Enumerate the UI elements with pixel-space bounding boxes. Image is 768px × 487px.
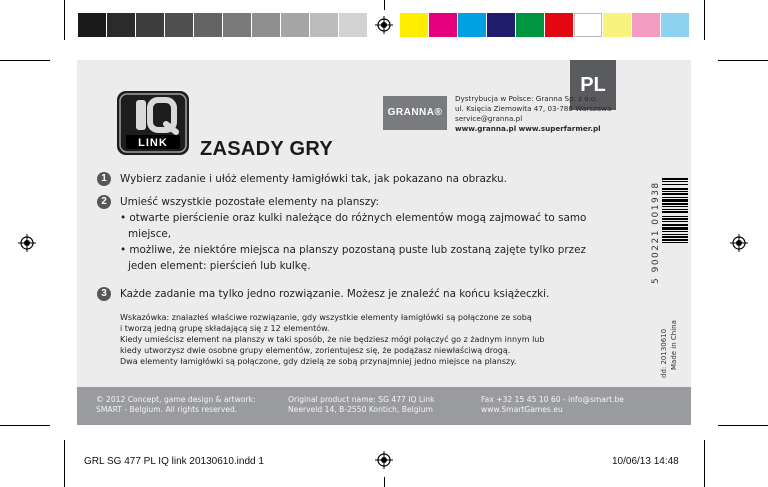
rule-2-text: Umieść wszystkie pozostałe elementy na planszy: xyxy=(120,196,380,208)
barcode-bar xyxy=(662,234,688,235)
crop-mark xyxy=(718,60,768,61)
crop-mark xyxy=(718,425,768,426)
rule-number: 2 xyxy=(97,195,111,209)
slug-date: 10/06/13 14:48 xyxy=(612,456,679,467)
footer-product: Original product name: SG 477 IQ Link xyxy=(288,395,435,404)
crop-mark xyxy=(64,0,65,40)
color-swatch xyxy=(429,13,457,37)
footer-address: Neerveld 14, B-2550 Kontich, Belgium xyxy=(288,405,433,414)
distributor-line: Dystrybucja w Polsce: Granna Sp. z o.o. xyxy=(455,94,598,103)
slug-filename: GRL SG 477 PL IQ link 20130610.indd 1 xyxy=(84,456,264,467)
rule-number: 1 xyxy=(97,172,111,186)
barcode-bar xyxy=(662,178,688,180)
made-in: Made in China xyxy=(670,320,678,370)
footer-contact: Fax +32 15 45 10 60 - info@smart.be xyxy=(481,395,624,404)
footer-copyright: © 2012 Concept, game design & artwork: xyxy=(96,395,256,404)
hint-line: Kiedy umieścisz element na planszy w taki sposób, że nie będziesz mógł połączyć go z żadnym innym lub xyxy=(120,335,545,344)
logo-link-text: LINK xyxy=(138,137,168,149)
distributor-websites: www.granna.pl www.superfarmer.pl xyxy=(455,124,601,133)
color-swatch xyxy=(458,13,486,37)
barcode-bar xyxy=(662,181,688,182)
iq-link-logo xyxy=(116,90,190,156)
footer-copyright: SMART - Belgium. All rights reserved. xyxy=(96,405,238,414)
color-swatch xyxy=(310,13,338,37)
page-title: ZASADY GRY xyxy=(200,138,334,160)
barcode-bar xyxy=(662,197,688,198)
distributor-info xyxy=(455,94,611,134)
color-swatch xyxy=(165,13,193,37)
barcode-bar xyxy=(662,236,688,238)
crop-mark xyxy=(704,440,705,487)
registration-target-icon xyxy=(18,234,36,252)
logo-iq-text: IQ xyxy=(116,90,118,91)
color-swatch xyxy=(281,13,309,37)
barcode-bar xyxy=(662,184,688,185)
hint-line: i tworzą jedną grupę składającą się z 12 elementów. xyxy=(120,324,330,333)
barcode-bar xyxy=(662,218,688,220)
rule-number: 3 xyxy=(97,287,111,301)
barcode-number: 5 900221 001938 xyxy=(651,181,661,284)
rule-2-bullet-cont: jeden element: pierścień lub kulkę. xyxy=(128,260,311,272)
barcode-bar xyxy=(662,199,688,202)
barcode-bar xyxy=(662,224,688,226)
granna-logo: GRANNA® xyxy=(383,96,447,130)
barcode-bar xyxy=(662,206,688,207)
color-swatch xyxy=(574,13,602,37)
rule-3-text: Każde zadanie ma tylko jedno rozwiązanie. Możesz je znaleźć na końcu książeczki. xyxy=(120,288,550,300)
barcode-bar xyxy=(662,239,688,241)
barcode-bar xyxy=(662,211,688,213)
barcode-bar xyxy=(662,227,688,230)
distributor-line: ul. Księcia Ziemowita 47, 03-788 Warszawa xyxy=(455,104,612,113)
hint-line: Dwa elementy łamigłówki są połączone, gdy dzielą ze sobą przynajmniej jedno miejsce na planszy. xyxy=(120,357,517,366)
barcode-bar xyxy=(662,191,688,192)
color-swatch xyxy=(661,13,689,37)
barcode-bar xyxy=(662,242,688,243)
footer-website: www.SmartGames.eu xyxy=(481,405,563,414)
color-swatch xyxy=(194,13,222,37)
registration-target-icon xyxy=(730,234,748,252)
barcode-bar xyxy=(662,193,688,195)
color-swatch xyxy=(545,13,573,37)
rule-2-bullet: • otwarte pierścienie oraz kulki należące do różnych elementów mogą zajmować to samo xyxy=(120,212,587,224)
crop-mark xyxy=(0,60,50,61)
rule-2-bullet-cont: miejsce, xyxy=(128,228,172,240)
rule-1-text: Wybierz zadanie i ułóż elementy łamigłówki tak, jak pokazano na obrazku. xyxy=(120,173,507,185)
color-swatch xyxy=(487,13,515,37)
barcode-bar xyxy=(662,216,688,217)
color-swatch xyxy=(339,13,367,37)
barcode xyxy=(662,178,688,282)
color-swatch xyxy=(252,13,280,37)
barcode-bar xyxy=(662,221,688,222)
crop-mark xyxy=(704,0,705,40)
crop-mark xyxy=(384,477,385,487)
distributor-line: service@granna.pl xyxy=(455,114,523,123)
color-swatch xyxy=(516,13,544,37)
rule-2-bullet: • możliwe, że niektóre miejsca na planszy pozostaną puste lub zostaną zajęte tylko przez xyxy=(120,244,586,256)
color-swatch xyxy=(603,13,631,37)
color-swatch xyxy=(107,13,135,37)
barcode-bar xyxy=(662,209,688,210)
language-badge: PL xyxy=(570,60,616,110)
hint-line: kiedy utworzysz dwie osobne grupy elementów, zorientujesz się, że podążasz niewłaściwą drogą. xyxy=(120,346,511,355)
registration-target-icon xyxy=(375,451,393,469)
color-swatch xyxy=(223,13,251,37)
color-swatch xyxy=(78,13,106,37)
registration-target-icon xyxy=(375,16,393,34)
color-swatch xyxy=(632,13,660,37)
color-swatch xyxy=(400,13,428,37)
date-code: dd: 20130610 xyxy=(660,328,668,378)
barcode-bar xyxy=(662,188,688,190)
barcode-bar xyxy=(662,203,688,205)
crop-mark xyxy=(384,0,385,10)
crop-mark xyxy=(64,440,65,487)
hint-line: Wskazówka: znalazłeś właściwe rozwiązanie, gdy wszystkie elementy łamigłówki są połączone ze sobą xyxy=(120,313,532,322)
color-swatch xyxy=(136,13,164,37)
barcode-bar xyxy=(662,231,688,232)
crop-mark xyxy=(0,425,50,426)
